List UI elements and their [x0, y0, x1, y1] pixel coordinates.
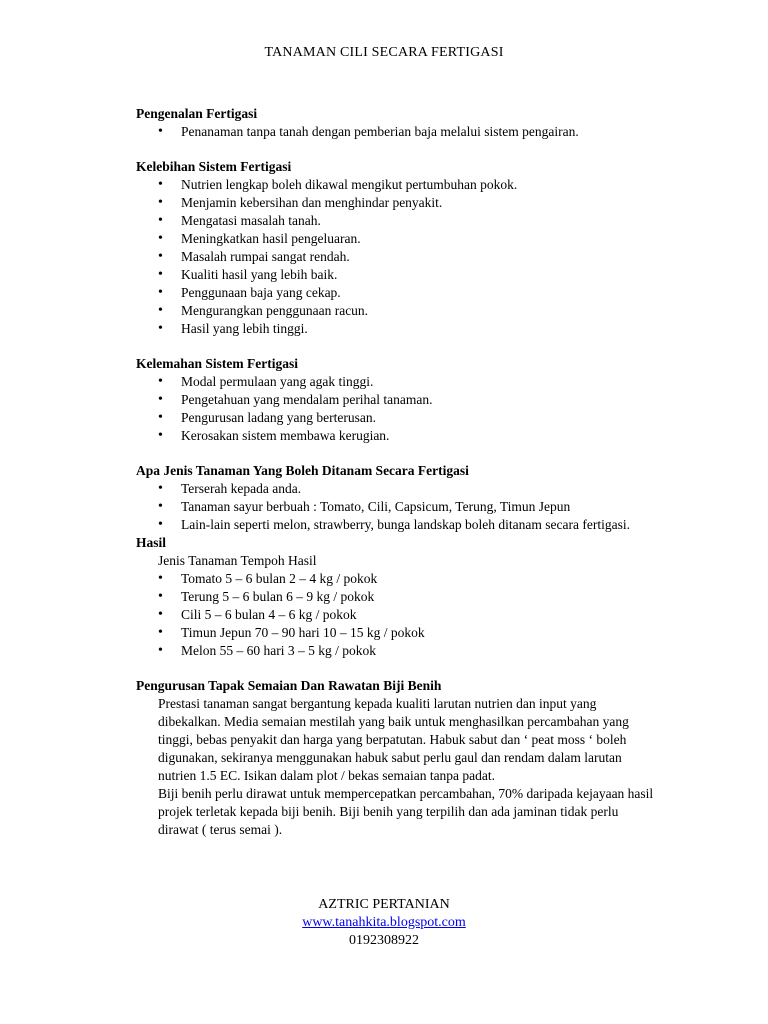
- section-heading-kelebihan: Kelebihan Sistem Fertigasi: [136, 159, 292, 174]
- list-item: • Tomato 5 – 6 bulan 2 – 4 kg / pokok: [136, 570, 656, 588]
- list-item: • Penanaman tanpa tanah dengan pemberian baja melalui sistem pengairan.: [136, 123, 656, 141]
- list-item: • Cili 5 – 6 bulan 4 – 6 kg / pokok: [136, 606, 656, 624]
- footer: [0, 896, 768, 950]
- footer-phone: 0192308922: [349, 933, 419, 948]
- list-item: • Modal permulaan yang agak tinggi.: [136, 373, 656, 391]
- list-item: • Melon 55 – 60 hari 3 – 5 kg / pokok: [136, 642, 656, 660]
- list-kelebihan: [136, 176, 656, 338]
- document-body: [136, 105, 656, 839]
- list-item: • Pengetahuan yang mendalam perihal tanaman.: [136, 391, 656, 409]
- section-heading-kelemahan: Kelemahan Sistem Fertigasi: [136, 356, 298, 371]
- list-item: • Masalah rumpai sangat rendah.: [136, 248, 656, 266]
- section-heading-jenis: Apa Jenis Tanaman Yang Boleh Ditanam Secara Fertigasi: [136, 463, 469, 478]
- footer-org: AZTRIC PERTANIAN: [318, 897, 450, 912]
- footer-link[interactable]: www.tanahkita.blogspot.com: [302, 915, 466, 930]
- list-item: • Mengatasi masalah tanah.: [136, 212, 656, 230]
- hasil-subheader: Jenis Tanaman Tempoh Hasil: [158, 553, 317, 568]
- paragraph-pengurusan-1: Prestasi tanaman sangat bergantung kepada kualiti larutan nutrien dan input yang dibekalkan. Media semaian mestilah yang baik untuk menghasilkan percambahan yang tinggi, bebas penyakit dan harga yang berpatutan. Habuk sabut dan ‘ peat moss ‘ boleh digunakan, sekiranya menggunakan habuk sabut perlu gaul dan rendam dalam larutan nutrien 1.5 EC. Isikan dalam plot / bekas semaian tanpa padat.: [158, 696, 629, 783]
- list-item: • Terserah kepada anda.: [136, 480, 656, 498]
- list-item: • Terung 5 – 6 bulan 6 – 9 kg / pokok: [136, 588, 656, 606]
- list-item: • Nutrien lengkap boleh dikawal mengikut pertumbuhan pokok.: [136, 176, 656, 194]
- list-item: • Menjamin kebersihan dan menghindar penyakit.: [136, 194, 656, 212]
- section-heading-pengenalan: Pengenalan Fertigasi: [136, 106, 258, 121]
- list-item: • Kualiti hasil yang lebih baik.: [136, 266, 656, 284]
- list-item: • Penggunaan baja yang cekap.: [136, 284, 656, 302]
- paragraph-pengurusan-2: Biji benih perlu dirawat untuk mempercepatkan percambahan, 70% daripada kejayaan hasil projek terletak kepada biji benih. Biji benih yang terpilih dan ada jaminan tidak perlu dirawat ( terus semai ).: [158, 786, 654, 837]
- section-heading-pengurusan: Pengurusan Tapak Semaian Dan Rawatan Biji Benih: [136, 678, 442, 693]
- list-item: • Kerosakan sistem membawa kerugian.: [136, 427, 656, 445]
- list-pengenalan: [136, 123, 656, 141]
- list-item: • Mengurangkan penggunaan racun.: [136, 302, 656, 320]
- list-item: • Tanaman sayur berbuah : Tomato, Cili, Capsicum, Terung, Timun Jepun: [136, 498, 656, 516]
- list-item: • Hasil yang lebih tinggi.: [136, 320, 656, 338]
- list-item: • Meningkatkan hasil pengeluaran.: [136, 230, 656, 248]
- list-hasil: [136, 570, 656, 660]
- page-title: TANAMAN CILI SECARA FERTIGASI: [264, 45, 504, 60]
- section-heading-hasil: Hasil: [136, 535, 167, 550]
- list-kelemahan: [136, 373, 656, 445]
- list-jenis: [136, 480, 656, 534]
- list-item: • Timun Jepun 70 – 90 hari 10 – 15 kg / pokok: [136, 624, 656, 642]
- list-item: • Lain-lain seperti melon, strawberry, bunga landskap boleh ditanam secara fertigasi.: [136, 516, 656, 534]
- list-item: • Pengurusan ladang yang berterusan.: [136, 409, 656, 427]
